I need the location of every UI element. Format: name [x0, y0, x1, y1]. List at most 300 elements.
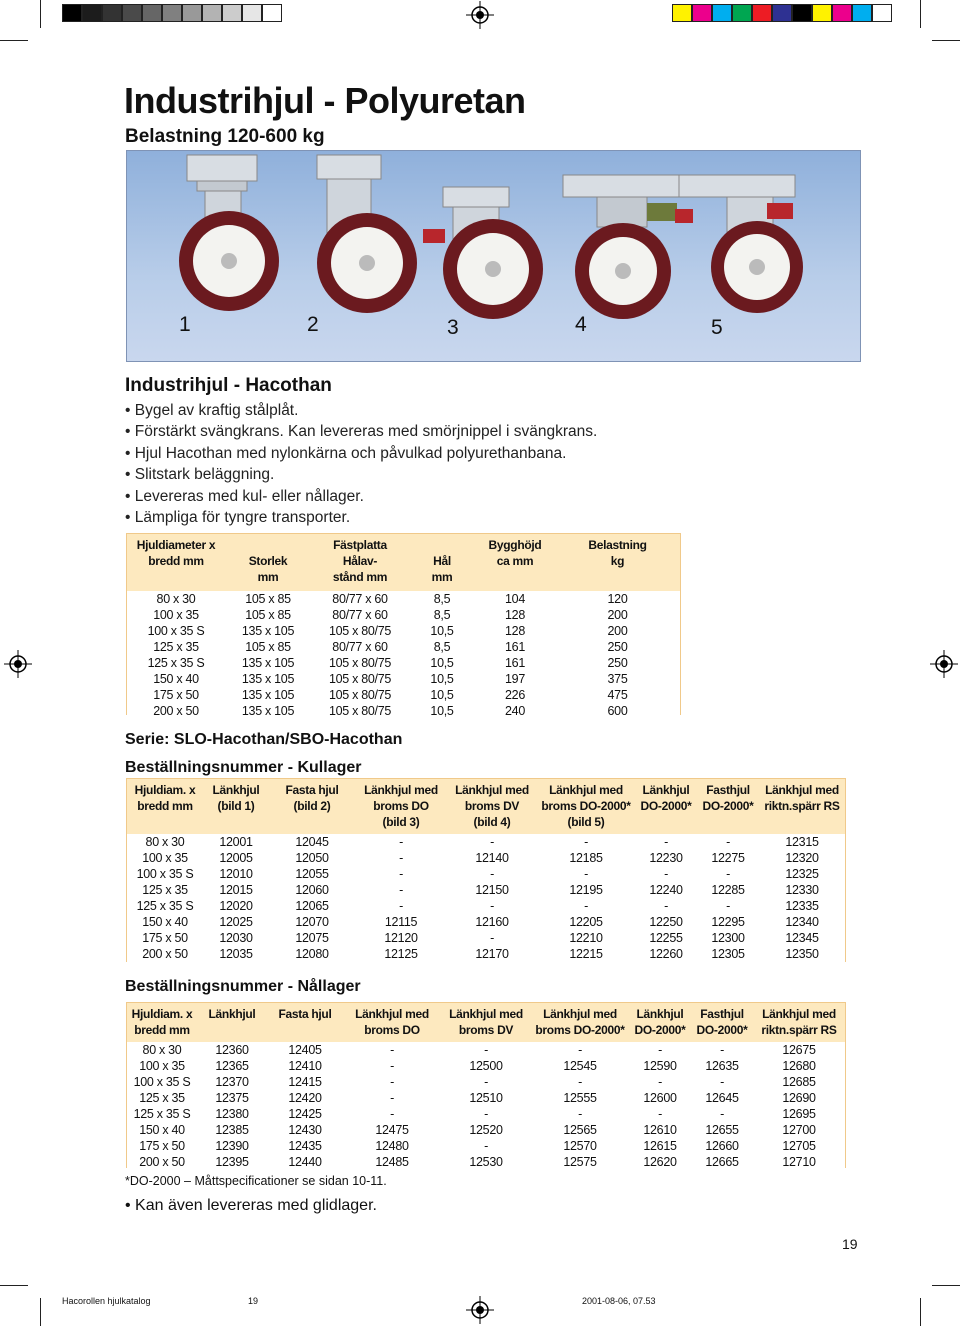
table-cell: 12260: [635, 946, 697, 962]
registration-mark-right-icon: [930, 650, 958, 678]
table-cell: 10,5: [409, 623, 475, 639]
table-cell: 12080: [269, 946, 355, 962]
table-cell: -: [447, 834, 537, 850]
table-header-cell: broms DV: [441, 1022, 531, 1038]
table-header-row: [127, 1006, 845, 1022]
table-cell: 175 x 50: [127, 930, 203, 946]
table-cell: 135 x 105: [225, 623, 311, 639]
crop-mark: [932, 40, 960, 41]
crop-mark: [0, 40, 28, 41]
table-cell: 100 x 35 S: [127, 623, 225, 639]
table-cell: 105 x 80/75: [311, 655, 409, 671]
spec-header-plate: Fästplatta: [311, 537, 409, 553]
table-cell: -: [355, 834, 447, 850]
table-cell: 100 x 35: [127, 1058, 197, 1074]
table-cell: 12385: [197, 1122, 267, 1138]
spec-row: [127, 591, 680, 607]
table-cell: 12075: [269, 930, 355, 946]
table-cell: 12420: [267, 1090, 343, 1106]
table-header-cell: DO-2000*: [691, 1022, 753, 1038]
slug-right: 2001-08-06, 07.53: [582, 1296, 656, 1306]
table-cell: 125 x 35 S: [127, 1106, 197, 1122]
table-cell: 12680: [753, 1058, 845, 1074]
table-cell: 12250: [635, 914, 697, 930]
table-header-cell: (bild 1): [203, 798, 269, 814]
table-cell: 12660: [691, 1138, 753, 1154]
table-header-cell: Hjuldiam. x: [127, 1006, 197, 1022]
table-cell: 12060: [269, 882, 355, 898]
nallager-table-body: [127, 1042, 845, 1170]
spec-header-empty: [127, 569, 225, 585]
table-cell: 12140: [447, 850, 537, 866]
table-cell: 80/77 x 60: [311, 591, 409, 607]
serie-heading: Serie: SLO-Hacothan/SBO-Hacothan: [125, 731, 403, 748]
page-subtitle: Belastning 120-600 kg: [125, 126, 325, 147]
table-header-cell: [759, 814, 845, 830]
table-cell: 175 x 50: [127, 1138, 197, 1154]
spec-header-hole: Hål: [409, 553, 475, 569]
table-cell: 12555: [531, 1090, 629, 1106]
table-header-cell: [269, 814, 355, 830]
spec-header-load: Belastning: [555, 537, 680, 553]
table-cell: 200 x 50: [127, 703, 225, 719]
crop-mark: [40, 0, 41, 28]
kullager-row: [127, 898, 845, 914]
table-cell: -: [441, 1138, 531, 1154]
table-cell: -: [343, 1106, 441, 1122]
table-header-cell: Fasta hjul: [267, 1006, 343, 1022]
table-cell: 100 x 35 S: [127, 1074, 197, 1090]
spec-header-hole-distance: Hålav-: [311, 553, 409, 569]
table-cell: 12215: [537, 946, 635, 962]
spec-row: [127, 607, 680, 623]
table-cell: 135 x 105: [225, 703, 311, 719]
table-cell: 128: [475, 623, 555, 639]
table-cell: -: [629, 1106, 691, 1122]
table-header-cell: broms DO: [343, 1022, 441, 1038]
table-cell: 128: [475, 607, 555, 623]
table-cell: -: [441, 1074, 531, 1090]
photo-label-2: 2: [307, 313, 319, 336]
table-cell: 12125: [355, 946, 447, 962]
nallager-row: [127, 1106, 845, 1122]
table-header-cell: bredd mm: [127, 1022, 197, 1038]
table-cell: 240: [475, 703, 555, 719]
table-header-cell: (bild 2): [269, 798, 355, 814]
table-header-cell: [635, 814, 697, 830]
table-header-cell: [267, 1022, 343, 1038]
table-header-row: [127, 782, 845, 798]
table-cell: 12325: [759, 866, 845, 882]
table-header-cell: bredd mm: [127, 798, 203, 814]
table-cell: 12430: [267, 1122, 343, 1138]
table-cell: 105 x 85: [225, 591, 311, 607]
spec-header-height-unit: ca mm: [475, 553, 555, 569]
table-cell: 12380: [197, 1106, 267, 1122]
page-title: Industrihjul - Polyuretan: [124, 80, 526, 121]
kullager-row: [127, 930, 845, 946]
table-cell: -: [697, 866, 759, 882]
table-cell: 125 x 35: [127, 639, 225, 655]
table-header-cell: Länkhjul med: [343, 1006, 441, 1022]
crop-mark: [920, 0, 921, 28]
kullager-row: [127, 834, 845, 850]
table-cell: 125 x 35 S: [127, 655, 225, 671]
table-cell: 12530: [441, 1154, 531, 1170]
table-header-cell: DO-2000*: [697, 798, 759, 814]
spec-row: [127, 671, 680, 687]
footnote: *DO-2000 – Måttspecificationer se sidan 10-11.: [125, 1174, 387, 1188]
table-cell: -: [355, 866, 447, 882]
table-cell: 12070: [269, 914, 355, 930]
table-cell: 12025: [203, 914, 269, 930]
table-cell: 12350: [759, 946, 845, 962]
table-cell: 8,5: [409, 639, 475, 655]
table-cell: 12500: [441, 1058, 531, 1074]
table-cell: 12001: [203, 834, 269, 850]
table-cell: 200 x 50: [127, 946, 203, 962]
table-cell: 105 x 85: [225, 639, 311, 655]
crop-mark: [932, 1285, 960, 1286]
table-cell: 12185: [537, 850, 635, 866]
slug-left: Hacorollen hjulkatalog: [62, 1296, 151, 1306]
table-cell: 197: [475, 671, 555, 687]
table-cell: 12405: [267, 1042, 343, 1058]
table-cell: 105 x 80/75: [311, 703, 409, 719]
table-cell: 12160: [447, 914, 537, 930]
table-cell: 12345: [759, 930, 845, 946]
spec-row: [127, 639, 680, 655]
table-cell: -: [355, 882, 447, 898]
list-item: • Hjul Hacothan med nylonkärna och påvulkad polyurethanbana.: [125, 443, 597, 464]
table-cell: 12410: [267, 1058, 343, 1074]
table-cell: 12475: [343, 1122, 441, 1138]
table-cell: 175 x 50: [127, 687, 225, 703]
table-cell: -: [343, 1042, 441, 1058]
table-header-cell: (bild 3): [355, 814, 447, 830]
table-cell: -: [441, 1042, 531, 1058]
table-header-cell: Fasthjul: [691, 1006, 753, 1022]
table-cell: 12320: [759, 850, 845, 866]
table-header-cell: Länkhjul med: [355, 782, 447, 798]
table-header-cell: Länkhjul: [203, 782, 269, 798]
table-cell: 12480: [343, 1138, 441, 1154]
table-cell: 375: [555, 671, 680, 687]
table-cell: 12205: [537, 914, 635, 930]
table-cell: 475: [555, 687, 680, 703]
table-cell: 12645: [691, 1090, 753, 1106]
spec-header-width: bredd mm: [127, 553, 225, 569]
table-cell: 12305: [697, 946, 759, 962]
page-number: 19: [842, 1236, 858, 1252]
table-cell: 12435: [267, 1138, 343, 1154]
table-header-cell: [127, 814, 203, 830]
table-cell: 8,5: [409, 607, 475, 623]
table-cell: 105 x 80/75: [311, 623, 409, 639]
table-cell: 10,5: [409, 687, 475, 703]
table-cell: -: [537, 834, 635, 850]
table-cell: 12275: [697, 850, 759, 866]
spec-header-empty: [555, 569, 680, 585]
table-cell: -: [447, 930, 537, 946]
table-cell: -: [531, 1106, 629, 1122]
table-header-cell: Fasta hjul: [269, 782, 355, 798]
nallager-row: [127, 1090, 845, 1106]
crop-mark: [0, 1285, 28, 1286]
list-item: • Bygel av kraftig stålplåt.: [125, 400, 597, 421]
table-cell: 12375: [197, 1090, 267, 1106]
photo-label-4: 4: [575, 313, 587, 336]
photo-label-5: 5: [711, 316, 723, 339]
kullager-heading: Beställningsnummer - Kullager: [125, 759, 362, 776]
table-cell: 200 x 50: [127, 1154, 197, 1170]
table-header-cell: Hjuldiam. x: [127, 782, 203, 798]
table-cell: 105 x 85: [225, 607, 311, 623]
table-cell: 12395: [197, 1154, 267, 1170]
glidlager-note: • Kan även levereras med glidlager.: [125, 1197, 377, 1214]
feature-list: [125, 400, 597, 528]
kullager-row: [127, 866, 845, 882]
table-header-cell: Länkhjul med: [759, 782, 845, 798]
table-cell: -: [355, 850, 447, 866]
table-cell: 150 x 40: [127, 914, 203, 930]
table-cell: -: [635, 898, 697, 914]
table-cell: 12055: [269, 866, 355, 882]
table-cell: 10,5: [409, 671, 475, 687]
spec-header-size-unit: mm: [225, 569, 311, 585]
table-cell: 12340: [759, 914, 845, 930]
table-cell: 161: [475, 655, 555, 671]
table-cell: 12710: [753, 1154, 845, 1170]
table-header-cell: Länkhjul: [629, 1006, 691, 1022]
table-cell: 12440: [267, 1154, 343, 1170]
table-header-cell: Länkhjul: [635, 782, 697, 798]
table-cell: 12030: [203, 930, 269, 946]
table-cell: 12230: [635, 850, 697, 866]
table-cell: 250: [555, 639, 680, 655]
table-header-cell: [203, 814, 269, 830]
table-header-cell: Länkhjul med: [753, 1006, 845, 1022]
table-cell: 12365: [197, 1058, 267, 1074]
table-header-cell: broms DV: [447, 798, 537, 814]
table-cell: 12360: [197, 1042, 267, 1058]
nallager-row: [127, 1042, 845, 1058]
spec-row: [127, 703, 680, 719]
registration-mark-bottom-icon: [466, 1296, 494, 1324]
table-cell: 12300: [697, 930, 759, 946]
table-cell: 12285: [697, 882, 759, 898]
table-cell: 12240: [635, 882, 697, 898]
table-cell: 12655: [691, 1122, 753, 1138]
table-cell: 125 x 35: [127, 882, 203, 898]
table-cell: 12115: [355, 914, 447, 930]
table-cell: 600: [555, 703, 680, 719]
table-cell: 135 x 105: [225, 687, 311, 703]
nallager-row: [127, 1122, 845, 1138]
grayscale-bar: [62, 4, 282, 22]
kullager-row: [127, 882, 845, 898]
spec-header-size: Storlek: [225, 553, 311, 569]
table-cell: 12210: [537, 930, 635, 946]
spec-header-hole-unit: mm: [409, 569, 475, 585]
table-cell: -: [537, 866, 635, 882]
table-cell: 12590: [629, 1058, 691, 1074]
table-cell: 200: [555, 607, 680, 623]
table-cell: 12050: [269, 850, 355, 866]
table-cell: 12045: [269, 834, 355, 850]
spec-header-height: Bygghöjd: [475, 537, 555, 553]
photo-label-3: 3: [447, 316, 459, 339]
table-cell: -: [537, 898, 635, 914]
table-header-row: [127, 1022, 845, 1038]
table-cell: -: [343, 1074, 441, 1090]
nallager-row: [127, 1058, 845, 1074]
table-cell: 12015: [203, 882, 269, 898]
table-cell: -: [635, 834, 697, 850]
table-cell: 12330: [759, 882, 845, 898]
table-cell: 12315: [759, 834, 845, 850]
kullager-table: [126, 778, 846, 962]
table-cell: 12620: [629, 1154, 691, 1170]
slug-middle: 19: [248, 1296, 259, 1306]
table-cell: 12615: [629, 1138, 691, 1154]
table-cell: 120: [555, 591, 680, 607]
table-cell: 125 x 35: [127, 1090, 197, 1106]
table-cell: 125 x 35 S: [127, 898, 203, 914]
crop-mark: [920, 1298, 921, 1326]
spec-header-hole-distance-unit: stånd mm: [311, 569, 409, 585]
table-cell: -: [691, 1074, 753, 1090]
table-cell: 12370: [197, 1074, 267, 1090]
table-header-cell: riktn.spärr RS: [759, 798, 845, 814]
table-cell: -: [697, 898, 759, 914]
list-item: • Förstärkt svängkrans. Kan levereras med smörjnippel i svängkrans.: [125, 421, 597, 442]
table-cell: -: [629, 1042, 691, 1058]
table-cell: 12610: [629, 1122, 691, 1138]
table-cell: 12520: [441, 1122, 531, 1138]
table-cell: -: [343, 1090, 441, 1106]
table-cell: -: [629, 1074, 691, 1090]
table-header-cell: [197, 1022, 267, 1038]
table-cell: 12195: [537, 882, 635, 898]
table-cell: 80/77 x 60: [311, 639, 409, 655]
table-cell: -: [691, 1042, 753, 1058]
table-cell: 12065: [269, 898, 355, 914]
crop-mark: [40, 1298, 41, 1326]
table-header-cell: Länkhjul med: [531, 1006, 629, 1022]
table-cell: 12705: [753, 1138, 845, 1154]
table-cell: 12675: [753, 1042, 845, 1058]
kullager-table-body: [127, 834, 845, 962]
list-item: • Slitstark beläggning.: [125, 464, 597, 485]
table-cell: -: [531, 1074, 629, 1090]
table-cell: 12635: [691, 1058, 753, 1074]
table-cell: 12255: [635, 930, 697, 946]
table-cell: 12690: [753, 1090, 845, 1106]
table-header-cell: broms DO-2000*: [531, 1022, 629, 1038]
table-cell: 12295: [697, 914, 759, 930]
nallager-row: [127, 1074, 845, 1090]
table-cell: 12035: [203, 946, 269, 962]
table-cell: 12335: [759, 898, 845, 914]
table-cell: 12510: [441, 1090, 531, 1106]
spec-header-wheel: Hjuldiameter x: [127, 537, 225, 553]
table-cell: 12005: [203, 850, 269, 866]
photo-label-1: 1: [179, 313, 191, 336]
spec-header-empty: [409, 537, 475, 553]
table-header-row: [127, 798, 845, 814]
glidlager-text: Kan även levereras med glidlager.: [135, 1197, 377, 1214]
table-cell: 100 x 35 S: [127, 866, 203, 882]
table-cell: 12570: [531, 1138, 629, 1154]
table-cell: 104: [475, 591, 555, 607]
table-cell: 12020: [203, 898, 269, 914]
casters-illustration-icon: [127, 151, 860, 361]
spec-header-empty: [225, 537, 311, 553]
table-cell: 12685: [753, 1074, 845, 1090]
table-cell: 135 x 105: [225, 671, 311, 687]
spec-table-body: [127, 591, 680, 719]
table-cell: 250: [555, 655, 680, 671]
spec-row: [127, 687, 680, 703]
table-cell: -: [441, 1106, 531, 1122]
table-cell: 226: [475, 687, 555, 703]
registration-mark-left-icon: [4, 650, 32, 678]
table-header-cell: Länkhjul med: [447, 782, 537, 798]
table-cell: -: [343, 1058, 441, 1074]
table-cell: 12695: [753, 1106, 845, 1122]
table-cell: 80/77 x 60: [311, 607, 409, 623]
spec-row: [127, 623, 680, 639]
table-cell: 12120: [355, 930, 447, 946]
table-cell: 200: [555, 623, 680, 639]
spec-row: [127, 655, 680, 671]
table-cell: 12700: [753, 1122, 845, 1138]
product-photo: [126, 150, 861, 362]
table-cell: 8,5: [409, 591, 475, 607]
table-cell: 12150: [447, 882, 537, 898]
nallager-row: [127, 1154, 845, 1170]
table-cell: -: [355, 898, 447, 914]
table-cell: 80 x 30: [127, 1042, 197, 1058]
table-cell: 12565: [531, 1122, 629, 1138]
table-cell: 105 x 80/75: [311, 671, 409, 687]
table-header-cell: Länkhjul med: [441, 1006, 531, 1022]
table-cell: -: [447, 898, 537, 914]
list-item: • Lämpliga för tyngre transporter.: [125, 507, 597, 528]
nallager-table: [126, 1002, 846, 1168]
table-cell: 10,5: [409, 655, 475, 671]
table-cell: 80 x 30: [127, 834, 203, 850]
table-header-cell: (bild 4): [447, 814, 537, 830]
table-cell: 12415: [267, 1074, 343, 1090]
table-cell: -: [691, 1106, 753, 1122]
table-cell: 100 x 35: [127, 850, 203, 866]
registration-mark-top-icon: [466, 1, 494, 29]
table-cell: 80 x 30: [127, 591, 225, 607]
table-cell: 12665: [691, 1154, 753, 1170]
color-bar: [672, 4, 892, 22]
spec-header-load-unit: kg: [555, 553, 680, 569]
table-cell: 12600: [629, 1090, 691, 1106]
table-cell: 12485: [343, 1154, 441, 1170]
table-cell: 12170: [447, 946, 537, 962]
table-header-cell: (bild 5): [537, 814, 635, 830]
spec-header-empty: [475, 569, 555, 585]
table-cell: 12425: [267, 1106, 343, 1122]
table-cell: 100 x 35: [127, 607, 225, 623]
section-heading: Industrihjul - Hacothan: [125, 375, 332, 396]
